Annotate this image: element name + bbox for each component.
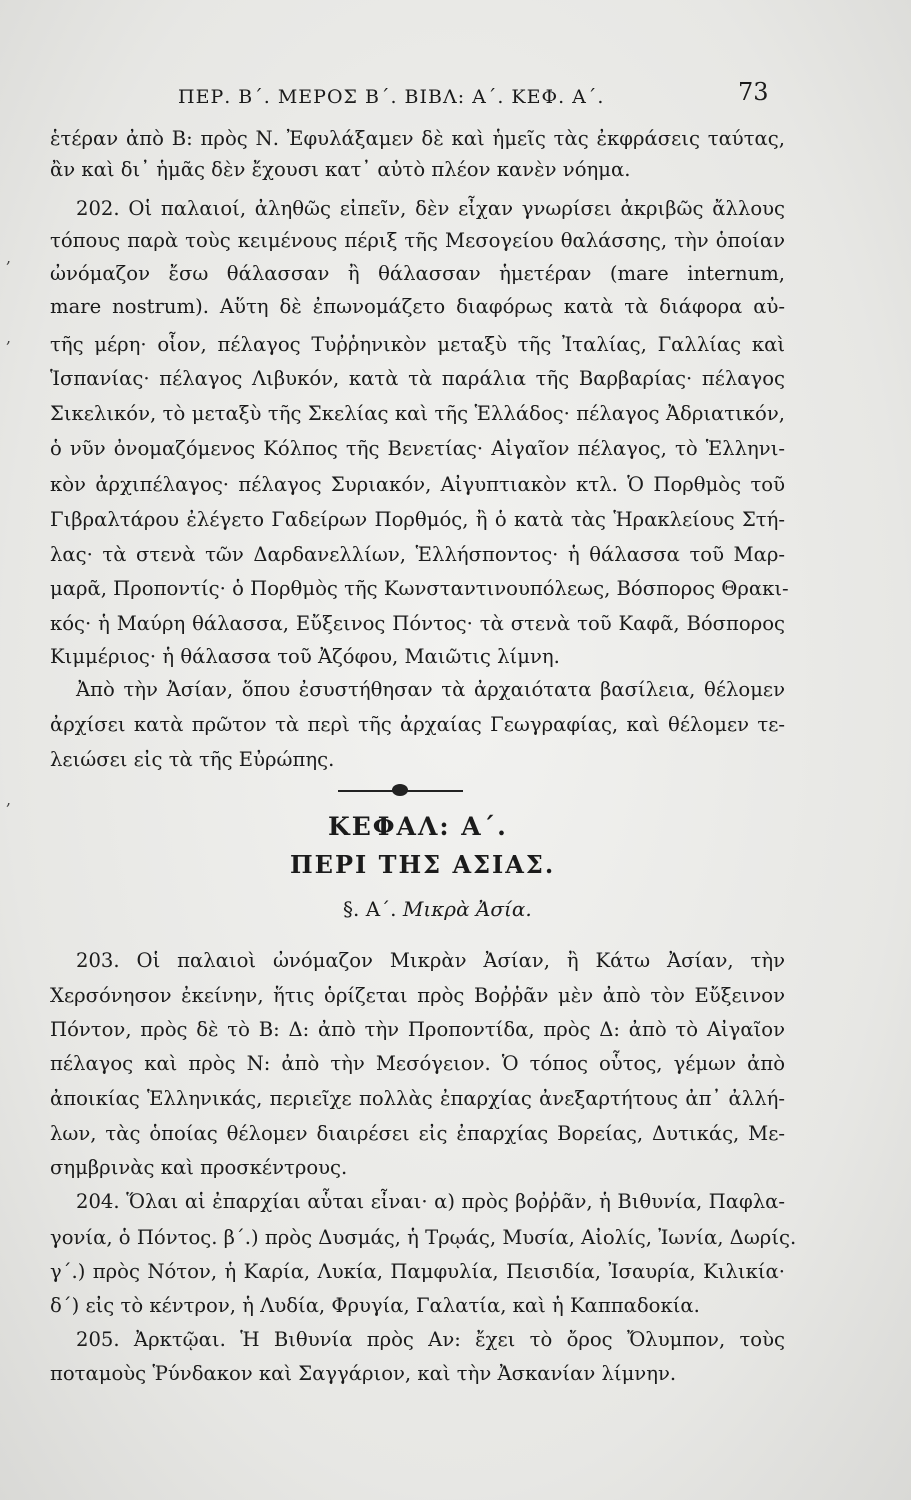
text-line: λων, τὰς ὁποίας θέλομεν διαιρέσει εἰς ἐπαρχίας Βορείας, Δυτικάς, Με-: [50, 1122, 785, 1145]
text-line: ἀρχίσει κατὰ πρῶτον τὰ περὶ τῆς ἀρχαίας Γεωγραφίας, καὶ θέλομεν τε-: [50, 713, 785, 736]
paragraph-205-line: 205. Ἀρκτῷαι. Ἡ Βιθυνία πρὸς Αν: ἔχει τὸ ὄρος Ὄλυμπον, τοὺς: [76, 1328, 785, 1351]
text-line: ποταμοὺς Ῥύνδακον καὶ Σαγγάριον, καὶ τὴν Ἀσκανίαν λίμνην.: [50, 1362, 677, 1385]
text-line: γ΄.) πρὸς Νότον, ἡ Καρία, Λυκία, Παμφυλία, Πεισιδία, Ἰσαυρία, Κιλικία·: [50, 1260, 785, 1283]
text-line: ἀποικίας Ἑλληνικάς, περιεῖχε πολλὰς ἐπαρχίας ἀνεξαρτήτους ἀπ᾽ ἀλλή-: [50, 1087, 785, 1110]
divider-ornament: [392, 784, 408, 796]
text-line: λειώσει εἰς τὰ τῆς Εὐρώπης.: [50, 748, 335, 771]
text-line: Σικελικόν, τὸ μεταξὺ τῆς Σκελίας καὶ τῆς Ἑλλάδος· πέλαγος Ἀδριατικόν,: [50, 402, 785, 425]
subsection-mark: §. Α΄.: [343, 897, 397, 921]
text-line: τόπους παρὰ τοὺς κειμένους πέριξ τῆς Μεσογείου θαλάσσης, τὴν ὁποίαν: [50, 229, 785, 252]
text-line: ἂν καὶ δι᾽ ἡμᾶς δὲν ἔχουσι κατ᾽ αὐτὸ πλέον κανὲν νόημα.: [50, 158, 631, 181]
text-line: ὠνόμαζον ἔσω θάλασσαν ἢ θάλασσαν ἡμετέραν (mare internum,: [50, 262, 785, 285]
margin-dot: ,: [6, 248, 12, 267]
subsection-title: Μικρὰ Ἀσία.: [402, 897, 532, 921]
text-line: λας· τὰ στενὰ τῶν Δαρδανελλίων, Ἑλλήσποντος· ἡ θάλασσα τοῦ Μαρ-: [50, 543, 785, 566]
text-line: δ΄) εἰς τὸ κέντρον, ἡ Λυδία, Φρυγία, Γαλατία, καὶ ἡ Καππαδοκία.: [50, 1294, 700, 1317]
margin-dot: ,: [6, 328, 12, 347]
paragraph-203-line: 203. Οἱ παλαιοὶ ὠνόμαζον Μικρὰν Ἀσίαν, ἢ Κάτω Ἀσίαν, τὴν: [76, 949, 785, 972]
text-line: Ἀπὸ τὴν Ἀσίαν, ὅπου ἐσυστήθησαν τὰ ἀρχαιότατα βασίλεια, θέλομεν: [76, 678, 785, 701]
text-line: Πόντον, πρὸς δὲ τὸ Β: Δ: ἀπὸ τὴν Προποντίδα, πρὸς Δ: ἀπὸ τὸ Αἰγαῖον: [50, 1018, 785, 1041]
text-line: μαρᾶ, Προποντίς· ὁ Πορθμὸς τῆς Κωνσταντινουπόλεως, Βόσπορος Θρακι-: [50, 577, 789, 600]
margin-dot: ,: [6, 790, 12, 809]
paragraph-204-line: 204. Ὅλαι αἱ ἐπαρχίαι αὗται εἶναι· α) πρὸς βοῤῥᾶν, ἡ Βιθυνία, Παφλα-: [76, 1190, 785, 1213]
text-line: ἑτέραν ἀπὸ Β: πρὸς Ν. Ἐφυλάξαμεν δὲ καὶ ἡμεῖς τὰς ἐκφράσεις ταύτας,: [50, 127, 785, 150]
text-line: κός· ἡ Μαύρη θάλασσα, Εὔξεινος Πόντος· τὰ στενὰ τοῦ Καφᾶ, Βόσπορος: [50, 612, 785, 635]
text-line: σημβρινὰς καὶ προσκέντρους.: [50, 1156, 348, 1179]
paragraph-202-line: 202. Οἱ παλαιοί, ἀληθῶς εἰπεῖν, δὲν εἶχαν γνωρίσει ἀκριβῶς ἄλλους: [76, 197, 785, 220]
text-line: Χερσόνησον ἐκείνην, ἥτις ὁρίζεται πρὸς Βοῤῥᾶν μὲν ἀπὸ τὸν Εὔξεινον: [50, 984, 785, 1007]
text-line: τῆς μέρη· οἷον, πέλαγος Τυῤῥηνικὸν μεταξὺ τῆς Ἰταλίας, Γαλλίας καὶ: [50, 333, 785, 356]
text-line: Γιβραλτάρου ἐλέγετο Γαδείρων Πορθμός, ἢ ὁ κατὰ τὰς Ἡρακλείους Στή-: [50, 508, 785, 531]
text-line: Κιμμέριος· ἡ θάλασσα τοῦ Ἀζόφου, Μαιῶτις λίμνη.: [50, 645, 560, 668]
running-head: ΠΕΡ. Β΄. ΜΕΡΟΣ Β΄. ΒΙΒΛ: Α΄. ΚΕΦ. Α΄.: [178, 86, 605, 108]
subsection-heading: [343, 897, 532, 921]
text-line: Ἱσπανίας· πέλαγος Λιβυκόν, κατὰ τὰ παράλια τῆς Βαρβαρίας· πέλαγος: [50, 367, 785, 390]
text-line: γονία, ὁ Πόντος. β΄.) πρὸς Δυσμάς, ἡ Τρῳάς, Μυσία, Αἰολίς, Ἰωνία, Δωρίς.: [50, 1226, 797, 1249]
text-line: mare nostrum). Αὕτη δὲ ἐπωνομάζετο διαφόρως κατὰ τὰ διάφορα αὐ-: [50, 295, 785, 318]
section-heading: ΠΕΡΙ ΤΗΣ ΑΣΙΑΣ.: [290, 850, 556, 879]
text-line: ὁ νῦν ὀνομαζόμενος Κόλπος τῆς Βενετίας· Αἰγαῖον πέλαγος, τὸ Ἑλληνι-: [50, 437, 785, 460]
text-line: πέλαγος καὶ πρὸς Ν: ἀπὸ τὴν Μεσόγειον. Ὁ τόπος οὗτος, γέμων ἀπὸ: [50, 1052, 785, 1075]
chapter-title: ΚΕΦΑΛ: Α΄.: [328, 812, 508, 841]
text-line: κὸν ἀρχιπέλαγος· πέλαγος Συριακόν, Αἰγυπτιακὸν κτλ. Ὁ Πορθμὸς τοῦ: [50, 473, 785, 496]
page-number: 73: [738, 78, 769, 106]
